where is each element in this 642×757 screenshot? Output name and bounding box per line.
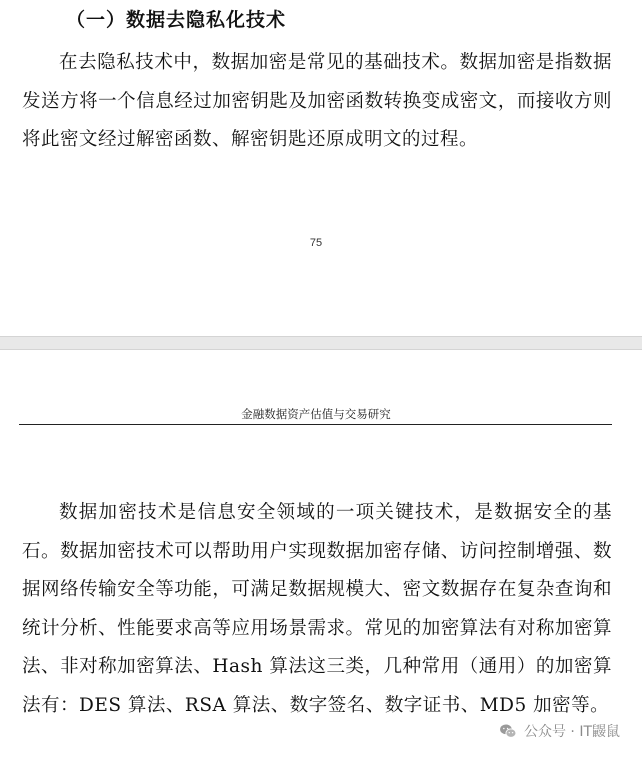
section-heading: （一）数据去隐私化技术 (66, 9, 287, 31)
document-page-top (0, 0, 642, 336)
watermark (494, 719, 624, 743)
body-paragraph: 在去隐私技术中，数据加密是常见的基础技术。数据加密是指数据发送方将一个信息经过加密钥匙及加密函数转换变成密文，而接收方则将此密文经过解密函数、解密钥匙还原成明文的过程。 (22, 52, 612, 150)
running-header: 金融数据资产估值与交易研究 (241, 407, 391, 421)
page-number: 75 (309, 237, 323, 249)
page-separator (0, 336, 642, 350)
document-page-bottom (0, 350, 642, 757)
watermark-text: 公众号 · IT鼹鼠 (523, 724, 620, 740)
header-divider (19, 424, 612, 425)
wechat-icon (498, 721, 518, 741)
body-paragraph: 数据加密技术是信息安全领域的一项关键技术，是数据安全的基石。数据加密技术可以帮助用户实现数据加密存储、访问控制增强、数据网络传输安全等功能，可满足数据规模大、密文数据存在复杂查询和统计分析、性能要求高等应用场景需求。常见的加密算法有对称加密算法、非对称加密算法、Hash 算法这三类，几种常用（通用）的加密算法有：DES 算法、RSA 算法、数字签名、数字证书、MD5 加密等。 (22, 502, 612, 716)
